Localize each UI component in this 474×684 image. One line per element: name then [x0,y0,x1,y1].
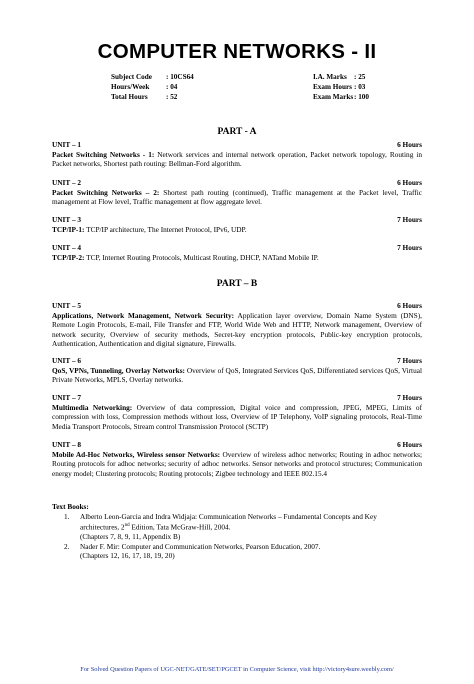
book-item [64,542,422,561]
unit-label: UNIT – 3 [52,215,82,224]
unit-label: UNIT – 2 [52,178,82,187]
unit-description: Overview of data compression, Digital voice and compression, JPEG, MPEG, Limits of compression with loss, Compression methods without loss, Overview of IP Telephony, VoIP signaling protocols, Real-Time Media Transport Protocols, Stream control Transmission Protocol (SCTP) [52,402,423,431]
unit-description: Shortest path routing (continued), Traffic management at the Packet level, Traffic management at Flow level, Traffic management at flow aggregate level. [52,187,422,207]
meta-row [111,92,194,102]
meta-row [313,82,369,92]
unit-description: Application layer overview, Domain Name System (DNS), Remote Login Protocols, E-mail, File Transfer and FTP, World Wide Web and HTTP, Network management, Overview of network security, Overview of security methods, Secret-key encryption protocols, Public-key encryption protocols, Authentication, Authentication and digital signature, Firewalls. [52,310,422,349]
unit-description: TCP/IP architecture, The Internet Protocol, IPv6, UDP. [84,224,247,234]
meta-key: Hours/Week [111,83,150,91]
unit-topic: Mobile Ad-Hoc Networks, Wireless sensor Networks: [52,449,221,459]
unit-description: Network services and internal network operation, Packet network topology, Routing in Packet networks, Shortest path routing: Bellman-Ford algorithm. [52,149,423,169]
unit-topic: Packet Switching Networks - 1: [52,149,155,159]
book-citation: Nader F. Mir: Computer and Communication Networks, Pearson Education, 2007. [80,541,321,551]
book-number: 2. [64,541,70,551]
book-chapters: (Chapters 7, 8, 9, 11, Appendix B) [80,532,181,542]
unit-5 [52,301,422,349]
unit-label: UNIT – 1 [52,140,82,149]
book-citation-cont: architectures, 2 [80,522,125,532]
page-title: COMPUTER NETWORKS - II [97,40,377,63]
unit-8 [52,440,422,478]
meta-key: Exam Hours [313,83,352,91]
meta-value: : 03 [354,83,366,91]
meta-value: : 10CS64 [166,73,194,81]
unit-hours: 6 Hours [397,440,422,449]
unit-hours: 6 Hours [397,301,422,310]
book-citation-cont: Edition, Tata McGraw-Hill, 2004. [129,522,231,532]
unit-topic: TCP/IP-2: [52,252,85,262]
meta-key: I.A. Marks [313,73,347,81]
meta-row [313,92,369,102]
unit-topic: Applications, Network Management, Network Security: [52,310,235,320]
meta-value: : 52 [166,93,178,101]
unit-hours: 7 Hours [397,243,422,252]
meta-value: : 100 [354,93,369,101]
course-meta-left [111,72,194,102]
meta-row [111,72,194,82]
book-number: 1. [64,511,70,521]
unit-1 [52,140,422,169]
unit-label: UNIT – 8 [52,440,82,449]
unit-label: UNIT – 5 [52,301,82,310]
course-meta-right [313,72,369,102]
unit-topic: TCP/IP-1: [52,224,85,234]
meta-key: Total Hours [111,93,148,101]
text-books [52,502,422,561]
unit-6 [52,356,422,385]
meta-row [313,72,369,82]
unit-description: Overview of wireless adhoc networks; Routing in adhoc networks; Routing protocols for adhoc networks; security of adhoc networks. Sensor networks and protocol structures; Communication energy model; Clustering protocols; Routing protocols; Zigbee technology and IEEE 802.15.4 [52,449,423,478]
meta-value: : 04 [166,83,178,91]
unit-4 [52,243,422,262]
part-a-heading: PART - A [217,127,257,137]
unit-topic: Multimedia Networking: [52,402,133,412]
unit-topic: Packet Switching Networks – 2: [52,187,160,197]
book-item [64,512,422,542]
unit-7 [52,393,422,431]
unit-description: Overview of QoS, Integrated Services QoS, Differentiated services QoS, Virtual Private Networks, MPLS, Overlay networks. [52,365,422,385]
unit-description: TCP, Internet Routing Protocols, Multicast Routing, DHCP, NATand Mobile IP. [84,252,319,262]
unit-hours: 6 Hours [397,140,422,149]
text-books-heading: Text Books: [52,502,89,511]
meta-value: : 25 [354,73,366,81]
unit-3 [52,215,422,234]
unit-hours: 7 Hours [397,393,422,402]
unit-label: UNIT – 6 [52,356,82,365]
unit-label: UNIT – 4 [52,243,82,252]
book-citation: Alberto Leon-Garcia and Indra Widjaja: Communication Networks – Fundamental Concepts and Key [80,511,377,521]
unit-hours: 6 Hours [397,178,422,187]
ordinal-suffix: nd [124,523,130,529]
meta-row [111,82,194,92]
part-b-heading: PART – B [216,279,258,289]
book-chapters: (Chapters 12, 16, 17, 18, 19, 20) [80,551,175,561]
unit-label: UNIT – 7 [52,393,82,402]
footer-link[interactable]: For Solved Question Papers of UGC-NET/GATE/SET/PGCET in Computer Science, visit http://victory4sure.weebly.com/ [80,666,394,673]
meta-key: Exam Marks [313,93,354,101]
unit-hours: 7 Hours [397,215,422,224]
meta-key: Subject Code [111,73,152,81]
unit-topic: QoS, VPNs, Tunneling, Overlay Networks: [52,365,185,375]
unit-2 [52,178,422,207]
unit-hours: 7 Hours [397,356,422,365]
